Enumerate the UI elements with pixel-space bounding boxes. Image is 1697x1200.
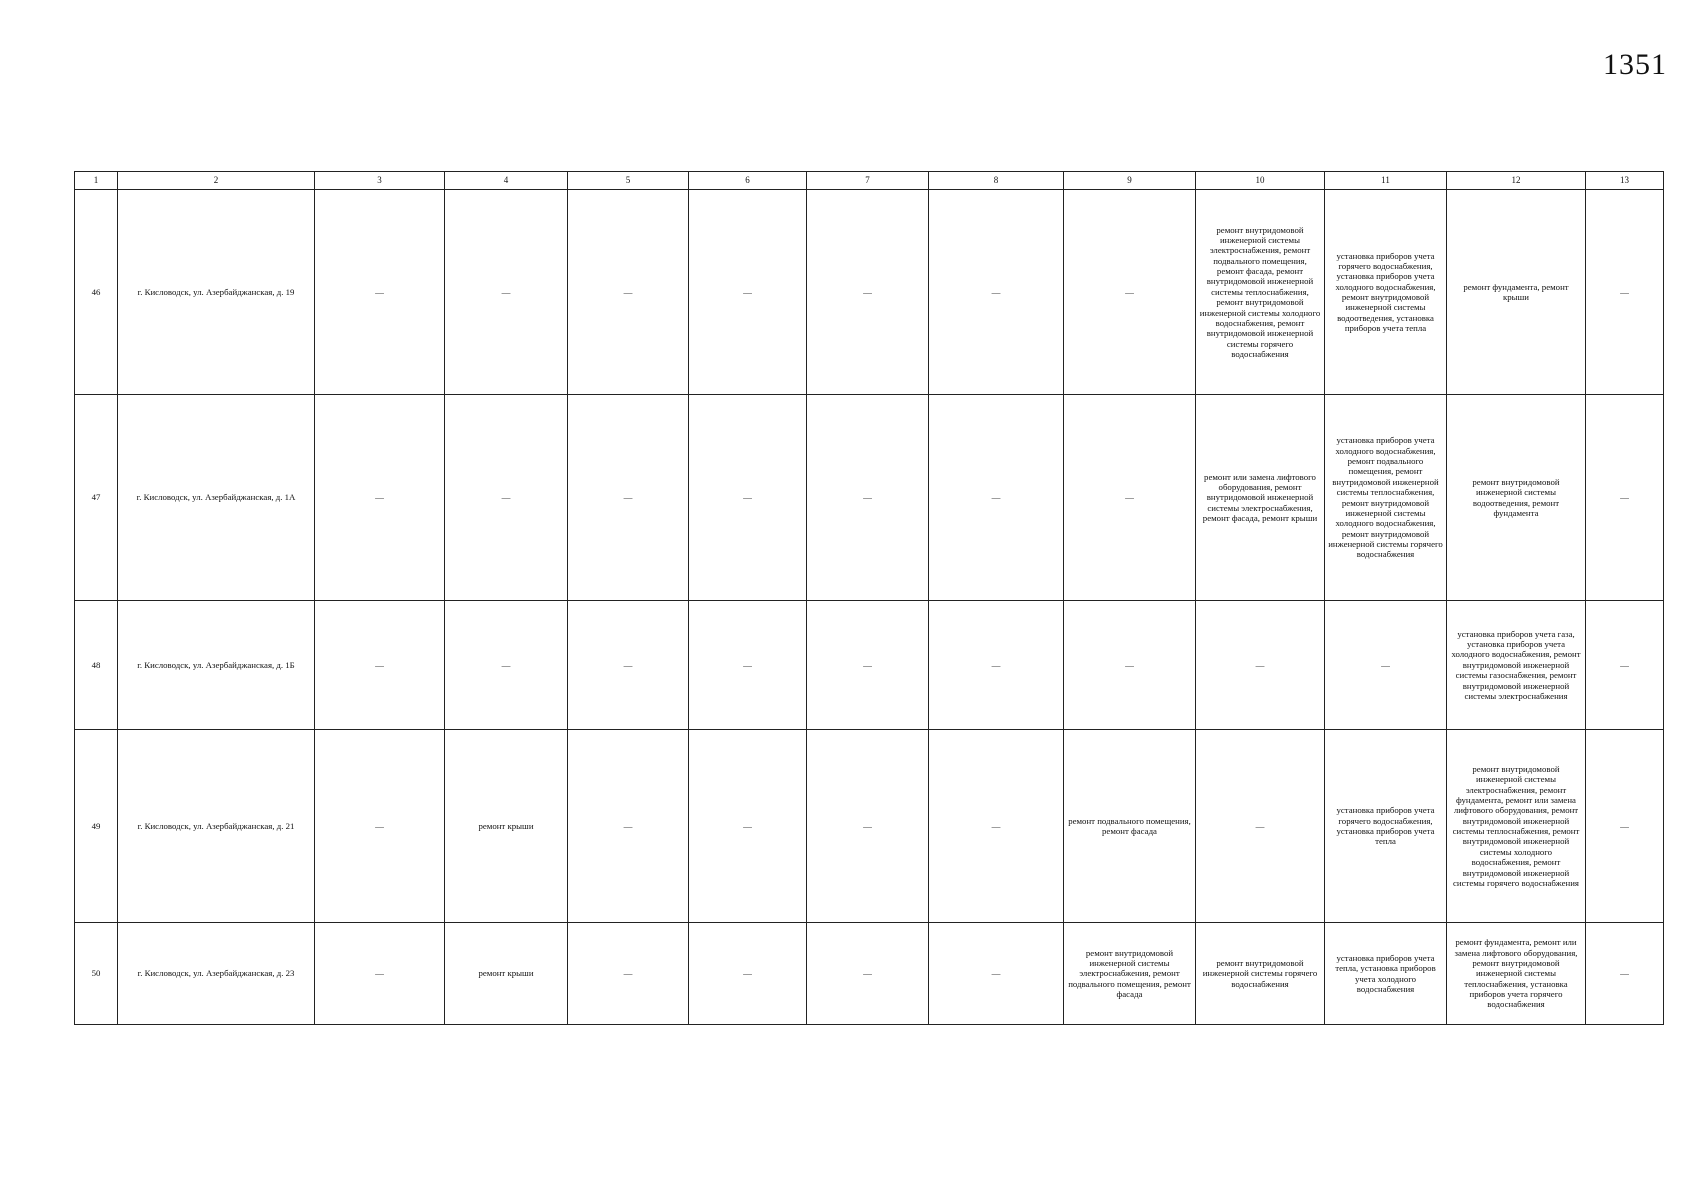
- row-number: 48: [75, 601, 118, 730]
- cell-col-13: —: [1586, 190, 1664, 395]
- cell-col-4: ремонт крыши: [445, 730, 568, 923]
- cell-col-13: —: [1586, 923, 1664, 1025]
- column-header: 4: [445, 172, 568, 190]
- cell-col-6: —: [689, 601, 807, 730]
- cell-col-11: установка приборов учета горячего водоснабжения, установка приборов учета холодного водоснабжения, ремонт внутридомовой инженерной системы водоотведения, установка приборов учета тепла: [1325, 190, 1447, 395]
- cell-col-3: —: [315, 730, 445, 923]
- address-cell: г. Кисловодск, ул. Азербайджанская, д. 19: [118, 190, 315, 395]
- cell-col-10: ремонт внутридомовой инженерной системы электроснабжения, ремонт подвального помещения, ремонт фасада, ремонт внутридомовой инженерной системы теплоснабжения, ремонт внутридомовой инженерной системы холодного водоснабжения, ремонт внутридомовой инженерной системы горячего водоснабжения: [1196, 190, 1325, 395]
- table-row: [75, 190, 1664, 395]
- column-header: 9: [1064, 172, 1196, 190]
- address-cell: г. Кисловодск, ул. Азербайджанская, д. 23: [118, 923, 315, 1025]
- cell-col-9: —: [1064, 601, 1196, 730]
- cell-col-13: —: [1586, 395, 1664, 601]
- cell-col-12: ремонт фундамента, ремонт крыши: [1447, 190, 1586, 395]
- cell-col-4: —: [445, 190, 568, 395]
- table-row: [75, 601, 1664, 730]
- column-header: 2: [118, 172, 315, 190]
- page-number: 1351: [1603, 48, 1667, 81]
- column-header: 6: [689, 172, 807, 190]
- cell-col-7: —: [807, 730, 929, 923]
- cell-col-11: установка приборов учета горячего водоснабжения, установка приборов учета тепла: [1325, 730, 1447, 923]
- cell-col-12: ремонт внутридомовой инженерной системы электроснабжения, ремонт фундамента, ремонт или замена лифтового оборудования, ремонт внутридомовой инженерной системы теплоснабжения, ремонт внутридомовой инженерной системы холодного водоснабжения, ремонт внутридомовой инженерной системы горячего водоснабжения: [1447, 730, 1586, 923]
- cell-col-6: —: [689, 190, 807, 395]
- cell-col-5: —: [568, 190, 689, 395]
- cell-col-12: ремонт внутридомовой инженерной системы водоотведения, ремонт фундамента: [1447, 395, 1586, 601]
- cell-col-9: ремонт внутридомовой инженерной системы электроснабжения, ремонт подвального помещения, ремонт фасада: [1064, 923, 1196, 1025]
- repair-schedule-table: [74, 171, 1664, 1025]
- row-number: 46: [75, 190, 118, 395]
- address-cell: г. Кисловодск, ул. Азербайджанская, д. 1Б: [118, 601, 315, 730]
- cell-col-10: ремонт или замена лифтового оборудования, ремонт внутридомовой инженерной системы электроснабжения, ремонт фасада, ремонт крыши: [1196, 395, 1325, 601]
- column-header: 7: [807, 172, 929, 190]
- cell-col-5: —: [568, 601, 689, 730]
- cell-col-9: —: [1064, 190, 1196, 395]
- cell-col-6: —: [689, 923, 807, 1025]
- cell-col-3: —: [315, 395, 445, 601]
- row-number: 50: [75, 923, 118, 1025]
- cell-col-8: —: [929, 730, 1064, 923]
- cell-col-9: ремонт подвального помещения, ремонт фасада: [1064, 730, 1196, 923]
- table-row: [75, 395, 1664, 601]
- address-cell: г. Кисловодск, ул. Азербайджанская, д. 21: [118, 730, 315, 923]
- table-row: [75, 923, 1664, 1025]
- cell-col-11: установка приборов учета холодного водоснабжения, ремонт подвального помещения, ремонт внутридомовой инженерной системы теплоснабжения, ремонт внутридомовой инженерной системы холодного водоснабжения, ремонт внутридомовой инженерной системы горячего водоснабжения: [1325, 395, 1447, 601]
- cell-col-7: —: [807, 190, 929, 395]
- column-header: 11: [1325, 172, 1447, 190]
- cell-col-7: —: [807, 923, 929, 1025]
- cell-col-11: —: [1325, 601, 1447, 730]
- cell-col-10: —: [1196, 730, 1325, 923]
- cell-col-6: —: [689, 730, 807, 923]
- column-number-row: [75, 172, 1664, 190]
- cell-col-7: —: [807, 395, 929, 601]
- cell-col-10: —: [1196, 601, 1325, 730]
- cell-col-3: —: [315, 190, 445, 395]
- cell-col-3: —: [315, 923, 445, 1025]
- cell-col-10: ремонт внутридомовой инженерной системы горячего водоснабжения: [1196, 923, 1325, 1025]
- column-header: 8: [929, 172, 1064, 190]
- cell-col-5: —: [568, 923, 689, 1025]
- cell-col-3: —: [315, 601, 445, 730]
- cell-col-6: —: [689, 395, 807, 601]
- table-row: [75, 730, 1664, 923]
- cell-col-12: ремонт фундамента, ремонт или замена лифтового оборудования, ремонт внутридомовой инженерной системы теплоснабжения, установка приборов учета горячего водоснабжения: [1447, 923, 1586, 1025]
- column-header: 5: [568, 172, 689, 190]
- row-number: 47: [75, 395, 118, 601]
- cell-col-5: —: [568, 395, 689, 601]
- cell-col-8: —: [929, 923, 1064, 1025]
- column-header: 13: [1586, 172, 1664, 190]
- cell-col-13: —: [1586, 601, 1664, 730]
- address-cell: г. Кисловодск, ул. Азербайджанская, д. 1А: [118, 395, 315, 601]
- row-number: 49: [75, 730, 118, 923]
- cell-col-13: —: [1586, 730, 1664, 923]
- cell-col-8: —: [929, 601, 1064, 730]
- column-header: 3: [315, 172, 445, 190]
- cell-col-9: —: [1064, 395, 1196, 601]
- cell-col-4: —: [445, 601, 568, 730]
- column-header: 12: [1447, 172, 1586, 190]
- column-header: 1: [75, 172, 118, 190]
- cell-col-8: —: [929, 190, 1064, 395]
- cell-col-5: —: [568, 730, 689, 923]
- cell-col-4: —: [445, 395, 568, 601]
- column-header: 10: [1196, 172, 1325, 190]
- cell-col-11: установка приборов учета тепла, установка приборов учета холодного водоснабжения: [1325, 923, 1447, 1025]
- cell-col-4: ремонт крыши: [445, 923, 568, 1025]
- cell-col-8: —: [929, 395, 1064, 601]
- cell-col-12: установка приборов учета газа, установка приборов учета холодного водоснабжения, ремонт внутридомовой инженерной системы газоснабжения, ремонт внутридомовой инженерной системы электроснабжения: [1447, 601, 1586, 730]
- cell-col-7: —: [807, 601, 929, 730]
